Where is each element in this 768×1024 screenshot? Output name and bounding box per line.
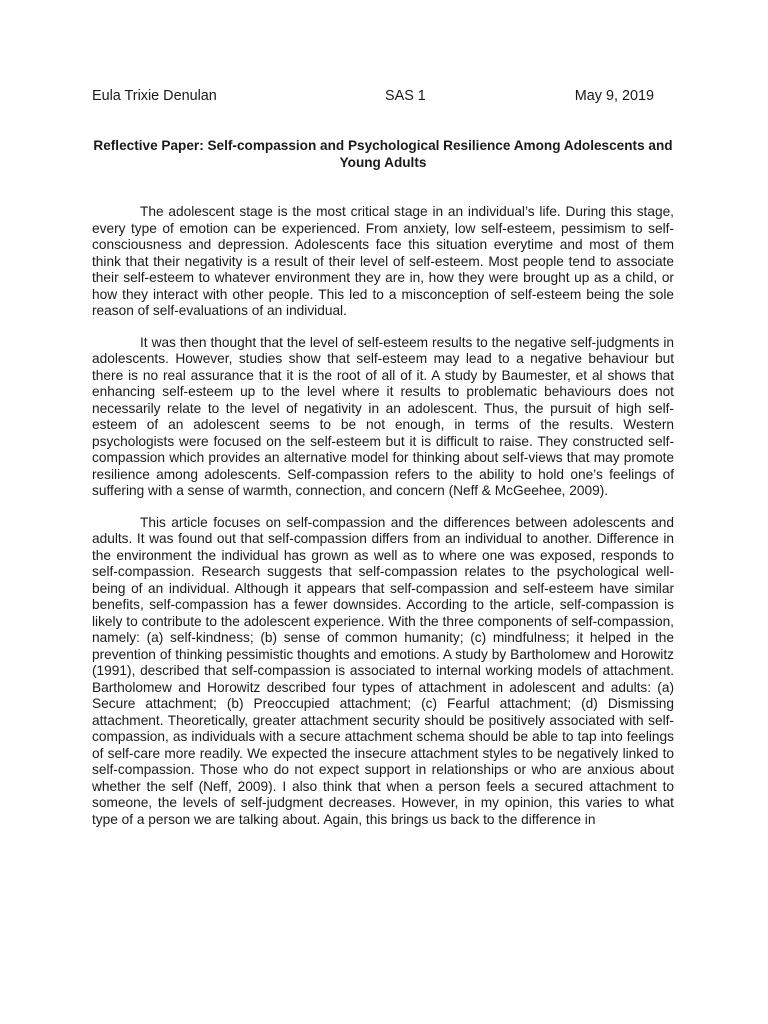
document-date: May 9, 2019 [574,88,654,104]
paragraph-3: This article focuses on self-compassion and the differences between adolescents and adults. It was found out that self-compassion differs from an individual to another. Difference in the environment the individual has grown as well as to where one was exposed, responds to self-compassion. Research suggests that self-compassion relates to the psychological well-being of an individual. Although it appears that self-compassion and self-esteem have similar benefits, self-compassion has a fewer downsides. According to the article, self-compassion is likely to contribute to the adolescent experience. With the three components of self-compassion, namely: (a) self-kindness; (b) sense of common humanity; (c) mindfulness; it helped in the prevention of thinking pessimistic thoughts and emotions. A study by Bartholomew and Horowitz (1991), described that self-compassion is associated to internal working models of attachment. Bartholomew and Horowitz described four types of attachment in adolescent and adults: (a) Secure attachment; (b) Preoccupied attachment; (c) Fearful attachment; (d) Dismissing attachment. Theoretically, greater attachment security should be positively associated with self-compassion, as individuals with a secure attachment schema should be able to tap into feelings of self-care more readily. We expected the insecure attachment styles to be negatively linked to self-compassion. Those who do not expect support in relationships or who are anxious about whether the self (Neff, 2009). I also think that when a person feels a secured attachment to someone, the levels of self-judgment decreases. However, in my opinion, this varies to what type of a person we are talking about. Again, this brings us back to the difference in [92,514,674,827]
paper-body [92,204,674,843]
document-header [92,87,674,107]
author-name: Eula Trixie Denulan [92,88,217,104]
paragraph-2: It was then thought that the level of self-esteem results to the negative self-judgments in adolescents. However, studies show that self-esteem may lead to a negative behaviour but there is no real assurance that it is the root of all of it. A study by Baumester, et al shows that enhancing self-esteem up to the level where it results to problematic behaviours does not necessarily relate to the level of negativity in an adolescent. Thus, the pursuit of high self-esteem of an adolescent seems to be not enough, in terms of the results. Western psychologists were focused on the self-esteem but it is difficult to raise. They constructed self-compassion which provides an alternative model for thinking about self-views that may promote resilience among adolescents. Self-compassion refers to the ability to hold one’s feelings of suffering with a sense of warmth, connection, and concern (Neff & McGeehee, 2009). [92,334,674,498]
paper-title: Reflective Paper: Self-compassion and Psychological Resilience Among Adolescents and Young Adults [93,138,673,170]
paragraph-1: The adolescent stage is the most critical stage in an individual’s life. During this stage, every type of emotion can be experienced. From anxiety, low self-esteem, pessimism to self-consciousness and depression. Adolescents face this situation everytime and most of them think that their negativity is a result of their level of self-esteem. Most people tend to associate their self-esteem to whatever environment they are in, how they were brought up as a child, or how they interact with other people. This led to a misconception of self-esteem being the sole reason of self-evaluations of an individual. [92,204,674,318]
course-code: SAS 1 [385,88,426,104]
